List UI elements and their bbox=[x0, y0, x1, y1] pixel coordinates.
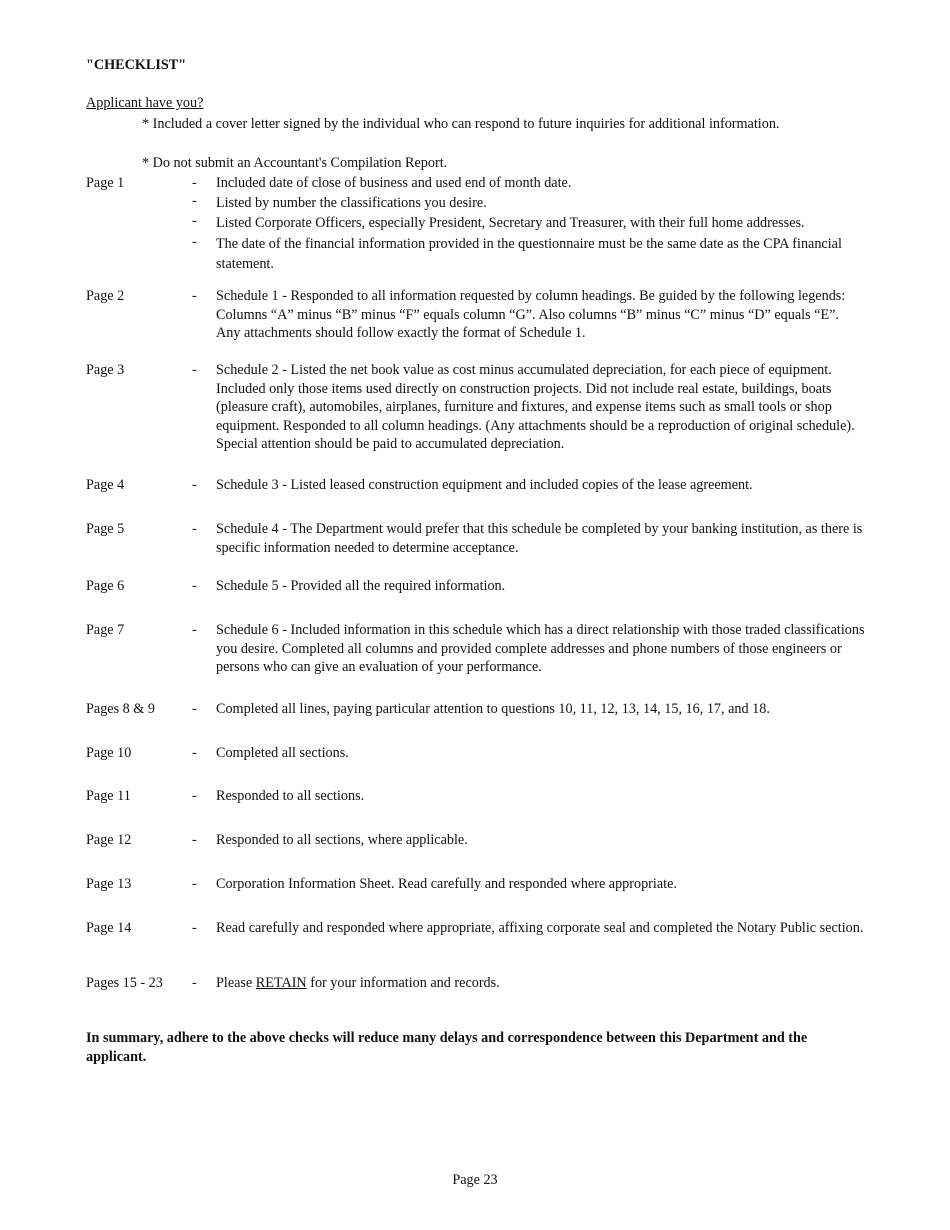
dash-marker: - bbox=[192, 622, 197, 638]
retain-emphasis: RETAIN bbox=[255, 975, 307, 991]
note-compilation-report: * Do not submit an Accountant's Compilation Report. bbox=[142, 155, 448, 171]
item-text: Completed all sections. bbox=[216, 745, 349, 761]
page-1-items bbox=[192, 174, 866, 274]
dash-marker: - bbox=[192, 175, 197, 191]
page-label: Pages 15 - 23 bbox=[86, 975, 163, 991]
page-label: Page 11 bbox=[86, 788, 131, 804]
list-item: - Listed by number the classifications you desire. bbox=[192, 193, 487, 211]
dash-marker: - bbox=[192, 288, 197, 304]
page-label: Pages 8 & 9 bbox=[86, 701, 155, 717]
page-number: Page 23 bbox=[452, 1172, 498, 1188]
dash-marker: - bbox=[192, 362, 197, 378]
page-label: Page 14 bbox=[86, 920, 132, 936]
page-label: Page 5 bbox=[86, 521, 125, 537]
dash-marker: - bbox=[192, 193, 197, 209]
dash-marker: - bbox=[192, 521, 197, 537]
dash-marker: - bbox=[192, 832, 197, 848]
retain-note: Please RETAIN for your information and records. bbox=[216, 975, 500, 991]
dash-marker: - bbox=[192, 477, 197, 493]
item-text: Schedule 1 - Responded to all information requested by column headings. Be guided by the following legends: Columns “A” minus “B” minus “F” equals column “G”. Also columns “B” minus “C” minus “D” equals “E”. Any attachments should follow exactly the format of Schedule 1. bbox=[216, 288, 846, 342]
item-text: Schedule 6 - Included information in this schedule which has a direct relationship with those traded classifications you desire. Completed all columns and provided complete addresses and phone numbers of those engineers or persons who can give an evaluation of your performance. bbox=[216, 622, 865, 676]
item-text: Responded to all sections. bbox=[216, 788, 365, 804]
page-label: Page 4 bbox=[86, 477, 125, 493]
list-item: - The date of the financial information provided in the questionnaire must be the same date as the CPA financial statement. bbox=[192, 234, 842, 272]
dash-marker: - bbox=[192, 876, 197, 892]
dash-marker: - bbox=[192, 920, 197, 936]
page-label: Page 12 bbox=[86, 832, 132, 848]
dash-marker: - bbox=[192, 701, 197, 717]
page-label: Page 3 bbox=[86, 362, 125, 378]
page-label: Page 6 bbox=[86, 578, 125, 594]
dash-marker: - bbox=[192, 745, 197, 761]
page-label: Page 10 bbox=[86, 745, 132, 761]
page-label: Page 13 bbox=[86, 876, 132, 892]
note-cover-letter: * Included a cover letter signed by the individual who can respond to future inquiries for additional information. bbox=[142, 116, 780, 132]
dash-marker: - bbox=[192, 234, 197, 250]
item-text: Read carefully and responded where appropriate, affixing corporate seal and completed the Notary Public section. bbox=[216, 920, 864, 936]
list-item: - Listed Corporate Officers, especially President, Secretary and Treasurer, with their full home addresses. bbox=[192, 213, 805, 231]
page-label: Page 7 bbox=[86, 622, 125, 638]
document-title: "CHECKLIST" bbox=[86, 57, 187, 73]
dash-marker: - bbox=[192, 213, 197, 229]
dash-marker: - bbox=[192, 788, 197, 804]
subheading: Applicant have you? bbox=[86, 95, 204, 111]
item-text: Schedule 3 - Listed leased construction equipment and included copies of the lease agreement. bbox=[216, 477, 753, 493]
page-label: Page 1 bbox=[86, 175, 125, 191]
item-text: Schedule 2 - Listed the net book value as cost minus accumulated depreciation, for each piece of equipment. Included only those items used directly on construction projects. Did not include real estate, buildings, boats (pleasure craft), automobiles, airplanes, furniture and fixtures, and expense items such as small tools or shop equipment. Responded to all column headings. (Any attachments should be a reproduction of original schedule). Special attention should be paid to accumulated depreciation. bbox=[216, 362, 855, 453]
dash-marker: - bbox=[192, 578, 197, 594]
item-text: Corporation Information Sheet. Read carefully and responded where appropriate. bbox=[216, 876, 677, 892]
list-item: Included date of close of business and used end of month date. bbox=[216, 175, 572, 191]
item-text: Schedule 5 - Provided all the required information. bbox=[216, 578, 506, 594]
dash-marker: - bbox=[192, 975, 197, 991]
summary-text: In summary, adhere to the above checks will reduce many delays and correspondence between this Department and the applicant. bbox=[86, 1030, 808, 1065]
page-label: Page 2 bbox=[86, 288, 125, 304]
item-text: Schedule 4 - The Department would prefer that this schedule be completed by your banking institution, as there is specific information needed to determine acceptance. bbox=[216, 521, 863, 556]
item-text: Responded to all sections, where applicable. bbox=[216, 832, 468, 848]
item-text: Completed all lines, paying particular attention to questions 10, 11, 12, 13, 14, 15, 16, 17, and 18. bbox=[216, 701, 770, 717]
